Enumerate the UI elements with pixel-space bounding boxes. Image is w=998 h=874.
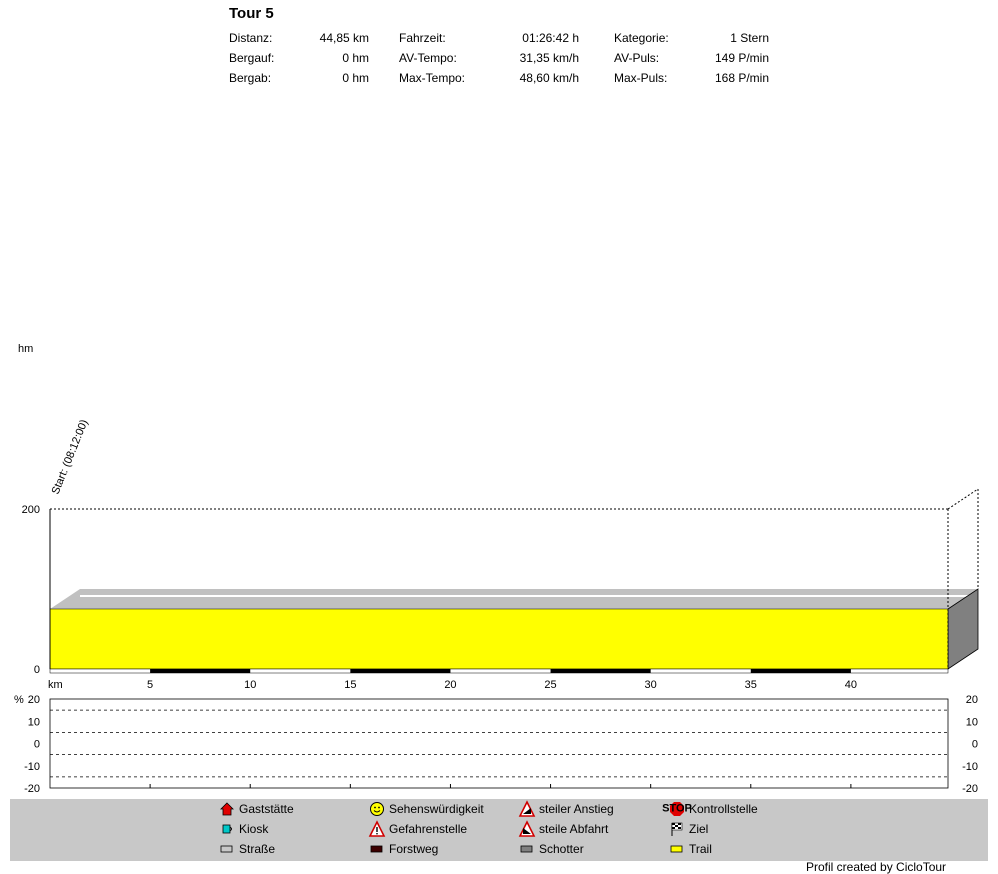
gradient-right-tick-label: -20 xyxy=(962,783,978,795)
gradient-right-tick-label: 0 xyxy=(971,738,978,751)
x-tick-label: 15 xyxy=(344,679,357,691)
x-axis-unit-label: km xyxy=(48,679,63,691)
stat-value: 1 Stern xyxy=(730,31,769,45)
tour-title: Tour 5 xyxy=(229,5,274,22)
gradient-left-tick-label: -20 xyxy=(24,783,40,795)
cup-icon xyxy=(219,821,235,837)
x-tick-label: 40 xyxy=(844,679,858,691)
svg-text:STOP: STOP xyxy=(662,802,692,815)
legend-label: Forstweg xyxy=(389,842,439,856)
legend-label: Sehenswürdigkeit xyxy=(389,802,484,816)
start-annotation: Start: (08:12:00) xyxy=(49,417,91,497)
x-tick-label: 20 xyxy=(444,679,457,691)
legend-label: Gefahrenstelle xyxy=(389,822,468,836)
stat-label: Max-Puls: xyxy=(614,71,668,85)
gradient-right-tick-label: 10 xyxy=(965,716,978,729)
elevation-area xyxy=(50,609,948,669)
stat-label: Kategorie: xyxy=(614,31,669,45)
gradient-left-tick-label: 10 xyxy=(27,716,40,729)
stat-value: 168 P/min xyxy=(714,71,769,85)
credit-text: Profil created by CicloTour xyxy=(806,860,947,874)
legend-panel xyxy=(10,799,988,861)
legend-label: Kiosk xyxy=(239,822,269,836)
stat-value: 0 hm xyxy=(342,71,369,85)
legend-label: Kontrollstelle xyxy=(689,802,758,816)
stat-label: Max-Tempo: xyxy=(399,71,466,85)
stat-label: Bergab: xyxy=(229,71,272,85)
stat-value: 149 P/min xyxy=(714,51,769,65)
forest-road-swatch-icon xyxy=(369,841,385,857)
gradient-unit-label: % xyxy=(14,694,24,706)
km-ruler-segment xyxy=(751,669,851,673)
stat-label: Distanz: xyxy=(229,31,273,45)
y-tick-label: 200 xyxy=(21,504,40,516)
stop-sign-icon xyxy=(662,801,692,817)
gradient-left-tick-label: 20 xyxy=(27,694,40,706)
legend-label: steile Abfahrt xyxy=(539,822,609,836)
stat-label: AV-Tempo: xyxy=(399,51,457,65)
gradient-right-tick-label: 20 xyxy=(965,694,978,706)
legend-label: Straße xyxy=(239,842,276,856)
stat-label: Bergauf: xyxy=(229,51,275,65)
y-tick-label: 0 xyxy=(33,664,40,676)
x-tick-label: 5 xyxy=(147,679,154,691)
x-tick-label: 30 xyxy=(644,679,657,691)
x-tick-label: 10 xyxy=(244,679,257,691)
legend-label: Ziel xyxy=(689,822,709,836)
gradient-panel xyxy=(50,699,948,788)
trail-swatch-icon xyxy=(669,841,685,857)
gradient-left-tick-label: -10 xyxy=(24,760,40,773)
stat-label: AV-Puls: xyxy=(614,51,660,65)
stat-value: 48,60 km/h xyxy=(519,71,579,85)
stat-value: 01:26:42 h xyxy=(522,31,579,45)
gravel-swatch-icon xyxy=(519,841,535,857)
legend-label: Trail xyxy=(689,842,712,856)
stat-value: 0 hm xyxy=(342,51,369,65)
house-icon xyxy=(219,801,235,817)
legend-label: Gaststätte xyxy=(239,802,294,816)
depth-dotted-top xyxy=(948,489,978,509)
road-swatch-icon xyxy=(219,841,235,857)
legend-label: steiler Anstieg xyxy=(539,802,614,816)
x-tick-label: 25 xyxy=(544,679,557,691)
steep-climb-icon xyxy=(519,801,535,817)
gradient-right-tick-label: -10 xyxy=(962,760,978,773)
warning-icon xyxy=(369,821,385,837)
y-axis-unit-label: hm xyxy=(18,343,34,355)
gradient-left-tick-label: 0 xyxy=(33,738,40,751)
km-ruler-segment xyxy=(551,669,651,673)
smiley-icon xyxy=(369,801,385,817)
profile-top-face xyxy=(50,589,978,609)
finish-flag-icon xyxy=(669,821,685,837)
km-ruler-segment xyxy=(350,669,450,673)
km-ruler-segment xyxy=(150,669,250,673)
legend-label: Schotter xyxy=(539,842,584,856)
stat-value: 31,35 km/h xyxy=(519,51,579,65)
x-tick-label: 35 xyxy=(744,679,757,691)
stat-value: 44,85 km xyxy=(319,31,369,45)
stat-label: Fahrzeit: xyxy=(399,31,446,45)
steep-descent-icon xyxy=(519,821,535,837)
